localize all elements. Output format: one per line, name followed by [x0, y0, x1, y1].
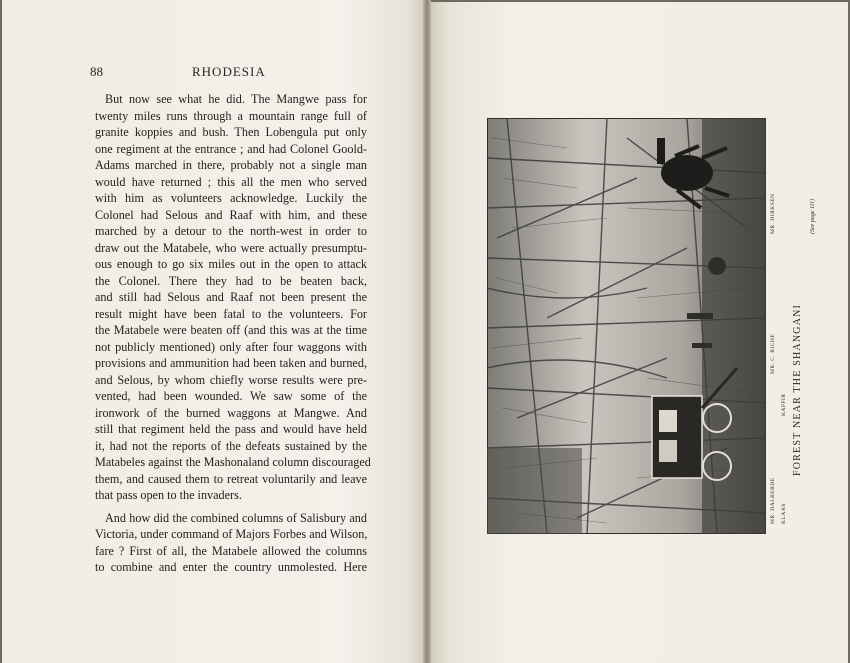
text-line: ous enough to go six miles out in the open to attack: [95, 257, 367, 271]
text-line: ironwork of the burned waggons at Mangwe. And: [95, 405, 367, 420]
forest-photograph: [487, 118, 766, 534]
text-line: that pass open to the invaders.: [95, 488, 242, 502]
running-head: RHODESIA: [192, 64, 266, 79]
text-line: granite koppies and bush. Then Lobengula put only: [95, 125, 367, 139]
body-text: [95, 91, 371, 576]
text-line: provisions and ammunition had been taken and burned,: [95, 356, 367, 370]
text-line: to combine and enter the country unmolested. Here: [95, 560, 367, 574]
photo-plate: [487, 118, 766, 534]
text-line: one regiment at the entrance ; and had Colonel Goold-: [95, 141, 367, 156]
text-line: Victoria, under command of Majors Forbes and Wilson,: [95, 527, 368, 541]
caption-name: KLAAS: [781, 503, 787, 524]
text-line: with him as volunteers acknowledge. Luckily the: [95, 191, 367, 205]
text-line: fare ? First of all, the Matabele allowed the columns: [95, 543, 367, 558]
text-line: result might have been fatal to the volunteers. For: [95, 306, 367, 321]
text-line: would have returned ; this all the men who served: [95, 174, 367, 189]
caption-rotated: [768, 118, 822, 534]
caption-name: MR. DALBERDE: [770, 477, 776, 524]
text-line: them, and caused them to retreat voluntarily and leave: [95, 471, 367, 486]
text-line: and Selous, by whom chiefly worse results were pre-: [95, 372, 367, 387]
text-line: not publicly mentioned) only after four waggons with: [95, 339, 367, 354]
caption-see-page: (See page 111): [810, 198, 816, 234]
text-line: Colonel had Selous and Raaf with him, and these: [95, 207, 367, 222]
text-line: still that regiment held the pass and would have held: [95, 422, 367, 436]
text-line: draw out the Matabele, who were actually presumptu-: [95, 240, 367, 255]
text-line: And how did the combined columns of Salisbury and: [105, 510, 367, 525]
text-line: marched by a detour to the north-west in order to: [95, 224, 367, 238]
text-line: the Colonel. There they had to be beaten back,: [95, 273, 367, 288]
book-gutter: [423, 0, 431, 663]
text-line: Adams marched in there, probably not a single man: [95, 158, 367, 172]
text-line: it, had not the reports of the defeats sustained by the: [95, 438, 367, 453]
page-header: [90, 64, 366, 82]
text-line: twenty miles runs through a mountain range full of: [95, 108, 367, 123]
text-line: But now see what he did. The Mangwe pass for: [105, 92, 367, 106]
caption-title: FOREST NEAR THE SHANGANI: [792, 303, 803, 476]
caption-name: MR. C. RICHE: [770, 333, 776, 374]
text-line: the Matabele were beaten off (and this was at the time: [95, 323, 367, 337]
text-line: Matabeles against the Mashonaland column discouraged: [95, 455, 371, 469]
caption-name: MR. DIRKSEN: [770, 193, 776, 234]
text-line: vented, had been wounded. We saw some of the: [95, 389, 367, 403]
page-number: 88: [90, 64, 103, 79]
caption-name: KAFFIR: [781, 393, 787, 416]
plate-caption: [765, 118, 825, 534]
text-line: and still had Selous and Raaf not been present the: [95, 290, 367, 304]
